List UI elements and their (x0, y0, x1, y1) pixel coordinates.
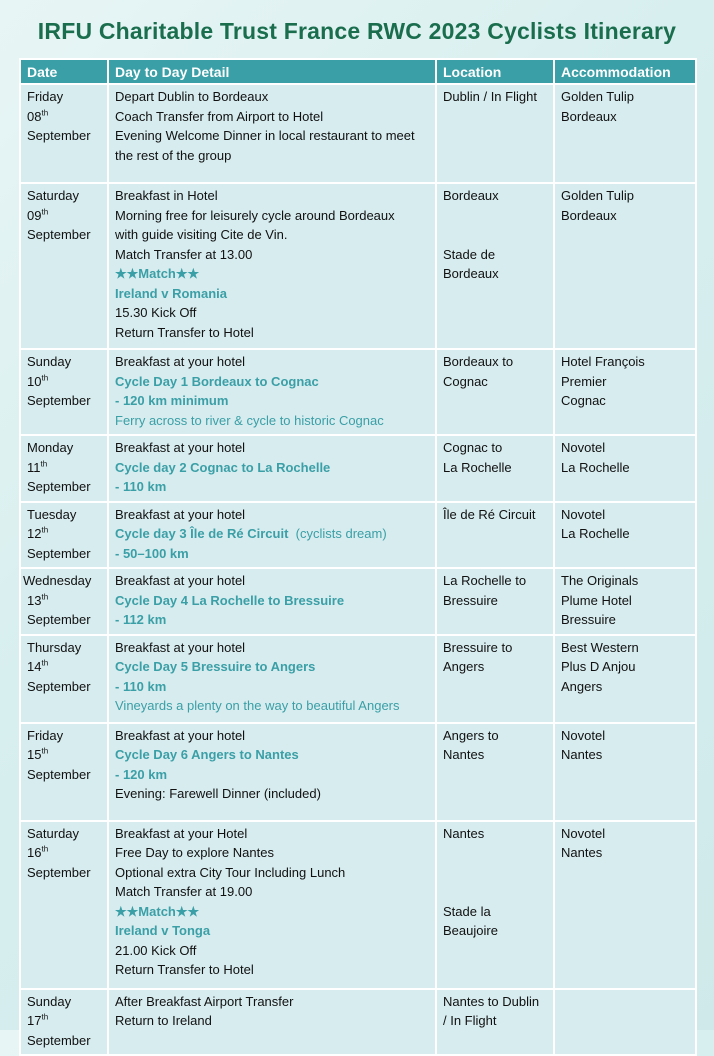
location-line: Île de Ré Circuit (443, 506, 536, 522)
detail-cell (108, 723, 436, 821)
month-name: September (27, 678, 91, 694)
location-cell (436, 502, 554, 569)
header-location: Location (436, 59, 554, 84)
cycle-note: Ferry across to river & cycle to historic Cognac (115, 412, 384, 428)
accommodation-cell (554, 635, 696, 723)
location-line: Bordeaux to (443, 354, 514, 369)
detail-line: Breakfast at your hotel (115, 354, 246, 369)
detail-line: Breakfast at your hotel (115, 639, 246, 655)
itinerary-table (19, 58, 697, 1056)
accommodation-line: Best Western (561, 639, 639, 655)
cycle-distance: - 50–100 km (115, 545, 189, 561)
accommodation-cell (554, 502, 696, 569)
accommodation-cell (554, 84, 696, 183)
accommodation-cell (554, 821, 696, 989)
accommodation-line: Golden Tulip (561, 188, 634, 203)
date-suffix: th (41, 207, 49, 217)
table-row (20, 502, 696, 569)
location-cell (436, 989, 554, 1056)
date-cell (20, 568, 108, 635)
date-number: 08 (27, 108, 42, 124)
detail-line: 15.30 Kick Off (115, 305, 197, 320)
location-line: La Rochelle (443, 459, 512, 475)
location-cell (436, 435, 554, 502)
detail-line: Breakfast at your hotel (115, 573, 246, 588)
date-number: 15 (27, 747, 42, 762)
location-cell (436, 349, 554, 435)
cycle-note: (cyclists dream) (295, 526, 387, 541)
accommodation-line: Premier (561, 373, 607, 389)
date-suffix: th (41, 108, 49, 118)
date-cell (20, 183, 108, 349)
accommodation-cell (554, 568, 696, 635)
date-number: 11 (27, 459, 41, 475)
cycle-route: Cycle Day 6 Angers to Nantes (115, 747, 299, 762)
detail-cell (108, 568, 436, 635)
month-name: September (27, 612, 91, 627)
detail-line: Breakfast at your hotel (115, 506, 246, 522)
date-cell (20, 989, 108, 1056)
date-cell (20, 821, 108, 989)
cycle-distance: - 110 km (115, 678, 167, 694)
accommodation-line: La Rochelle (561, 459, 630, 475)
month-name: September (27, 393, 91, 408)
location-line: Nantes (443, 747, 485, 762)
location-cell (436, 568, 554, 635)
cycle-distance: - 120 km minimum (115, 393, 229, 408)
date-suffix: th (41, 525, 49, 535)
date-cell (20, 349, 108, 435)
match-label: ★★Match★★ (115, 903, 200, 919)
cycle-route: Cycle Day 1 Bordeaux to Cognac (115, 373, 319, 389)
table-row (20, 989, 696, 1056)
cycle-note: Vineyards a plenty on the way to beautiful Angers (115, 698, 400, 713)
table-row (20, 635, 696, 723)
table-row (20, 349, 696, 435)
month-name: September (27, 545, 91, 561)
header-accommodation: Accommodation (554, 59, 696, 84)
day-name: Friday (27, 89, 64, 104)
location-cell (436, 723, 554, 821)
detail-line: Breakfast at your hotel (115, 440, 246, 455)
location-cell (436, 183, 554, 349)
cycle-distance: - 110 km (115, 479, 167, 494)
day-name: Saturday (27, 825, 80, 841)
table-row (20, 821, 696, 989)
location-line: Angers (443, 659, 485, 674)
detail-cell (108, 502, 436, 569)
date-suffix: th (41, 1012, 49, 1022)
location-line: Bordeaux (443, 188, 499, 203)
location-line: La Rochelle to (443, 573, 527, 588)
accommodation-line: Golden Tulip (561, 89, 634, 104)
location-line: Bressuire (443, 592, 498, 608)
accommodation-line: Cognac (561, 393, 606, 408)
month-name: September (27, 128, 91, 143)
cycle-distance: - 112 km (115, 612, 167, 627)
detail-cell (108, 84, 436, 183)
day-name: Saturday (27, 188, 80, 203)
detail-line: Return Transfer to Hotel (115, 962, 254, 977)
location-line: Bordeaux (443, 266, 499, 281)
location-line: Stade la (443, 903, 491, 919)
table-row (20, 435, 696, 502)
match-fixture: Ireland v Romania (115, 285, 227, 301)
day-name: Sunday (27, 993, 72, 1009)
location-line: Bressuire to (443, 639, 513, 655)
accommodation-line: La Rochelle (561, 526, 630, 541)
detail-line: Optional extra City Tour Including Lunch (115, 864, 346, 880)
month-name: September (27, 864, 91, 880)
detail-line: Morning free for leisurely cycle around Bordeaux (115, 207, 395, 223)
detail-cell (108, 821, 436, 989)
cycle-route: Cycle day 3 Île de Ré Circuit (115, 526, 289, 541)
accommodation-cell (554, 723, 696, 821)
location-line: Nantes to Dublin (443, 993, 540, 1009)
accommodation-line: Nantes (561, 747, 603, 762)
accommodation-cell (554, 435, 696, 502)
date-cell (20, 84, 108, 183)
detail-line: Return to Ireland (115, 1013, 212, 1028)
table-row (20, 183, 696, 349)
accommodation-line: The Originals (561, 573, 639, 588)
detail-cell (108, 183, 436, 349)
location-line: Dublin / In Flight (443, 89, 537, 104)
date-number: 10 (27, 373, 42, 389)
location-line: Nantes (443, 825, 485, 841)
date-suffix: th (41, 658, 49, 668)
date-suffix: th (41, 373, 49, 383)
detail-line: Breakfast in Hotel (115, 188, 218, 203)
detail-line: Evening Welcome Dinner in local restaurant to meet the rest of the group (115, 128, 415, 163)
detail-line: Coach Transfer from Airport to Hotel (115, 108, 324, 124)
accommodation-line: Bressuire (561, 612, 616, 627)
date-suffix: th (40, 459, 48, 469)
cycle-distance: - 120 km (115, 766, 168, 782)
day-name: Friday (27, 727, 64, 743)
day-name: Thursday (27, 639, 82, 655)
accommodation-line: Novotel (561, 727, 606, 743)
location-line: Angers to (443, 727, 499, 743)
date-number: 09 (27, 207, 42, 223)
day-name: Tuesday (27, 506, 77, 522)
accommodation-line: Hotel François (561, 354, 645, 369)
table-row (20, 84, 696, 183)
detail-line: Depart Dublin to Bordeaux (115, 89, 269, 104)
date-suffix: th (41, 592, 49, 602)
detail-line: with guide visiting Cite de Vin. (115, 227, 288, 242)
date-number: 14 (27, 659, 42, 674)
date-cell (20, 635, 108, 723)
accommodation-cell (554, 989, 696, 1056)
cycle-route: Cycle day 2 Cognac to La Rochelle (115, 459, 331, 475)
cycle-route: Cycle Day 5 Bressuire to Angers (115, 659, 316, 674)
location-cell (436, 84, 554, 183)
month-name: September (27, 766, 91, 782)
accommodation-line: Bordeaux (561, 207, 617, 223)
day-name: Sunday (27, 354, 72, 369)
table-header-row (20, 59, 696, 84)
cycle-route: Cycle Day 4 La Rochelle to Bressuire (115, 592, 345, 608)
detail-line: Free Day to explore Nantes (115, 845, 274, 860)
month-name: September (27, 479, 91, 494)
detail-line: Breakfast at your hotel (115, 727, 246, 743)
date-suffix: th (41, 746, 49, 756)
location-cell (436, 635, 554, 723)
detail-cell (108, 989, 436, 1056)
accommodation-line: Plus D Anjou (561, 659, 636, 674)
date-number: 12 (27, 526, 42, 541)
date-number: 13 (27, 592, 42, 608)
accommodation-line: Novotel (561, 440, 606, 455)
header-date: Date (20, 59, 108, 84)
date-cell (20, 435, 108, 502)
table-row (20, 723, 696, 821)
accommodation-line: Plume Hotel (561, 592, 632, 608)
accommodation-line: Angers (561, 678, 603, 694)
detail-cell (108, 349, 436, 435)
location-line: Cognac (443, 373, 488, 389)
month-name: September (27, 227, 91, 242)
location-line: Stade de (443, 246, 496, 262)
accommodation-cell (554, 349, 696, 435)
accommodation-line: Novotel (561, 825, 606, 841)
day-name: Wednesday (23, 573, 92, 588)
detail-line: Match Transfer at 13.00 (115, 246, 253, 262)
accommodation-line: Nantes (561, 845, 603, 860)
accommodation-cell (554, 183, 696, 349)
accommodation-line: Bordeaux (561, 108, 617, 124)
detail-cell (108, 435, 436, 502)
date-cell (20, 723, 108, 821)
accommodation-line: Novotel (561, 506, 606, 522)
location-line: / In Flight (443, 1013, 497, 1028)
detail-cell (108, 635, 436, 723)
header-detail: Day to Day Detail (108, 59, 436, 84)
detail-line: After Breakfast Airport Transfer (115, 993, 294, 1009)
date-suffix: th (41, 844, 49, 854)
month-name: September (27, 1032, 91, 1048)
location-line: Beaujoire (443, 923, 498, 938)
match-fixture: Ireland v Tonga (115, 923, 211, 938)
date-number: 16 (27, 845, 42, 860)
detail-line: 21.00 Kick Off (115, 942, 197, 958)
detail-line: Evening: Farewell Dinner (included) (115, 786, 321, 801)
location-line: Cognac to (443, 440, 503, 455)
date-number: 17 (27, 1013, 42, 1028)
day-name: Monday (27, 440, 74, 455)
detail-line: Match Transfer at 19.00 (115, 884, 253, 899)
page-title: IRFU Charitable Trust France RWC 2023 Cyclists Itinerary (37, 18, 677, 44)
match-label: ★★Match★★ (115, 266, 200, 281)
table-row (20, 568, 696, 635)
detail-line: Breakfast at your Hotel (115, 825, 248, 841)
itinerary-table-container (19, 58, 695, 1056)
detail-line: Return Transfer to Hotel (115, 324, 254, 340)
date-cell (20, 502, 108, 569)
location-cell (436, 821, 554, 989)
